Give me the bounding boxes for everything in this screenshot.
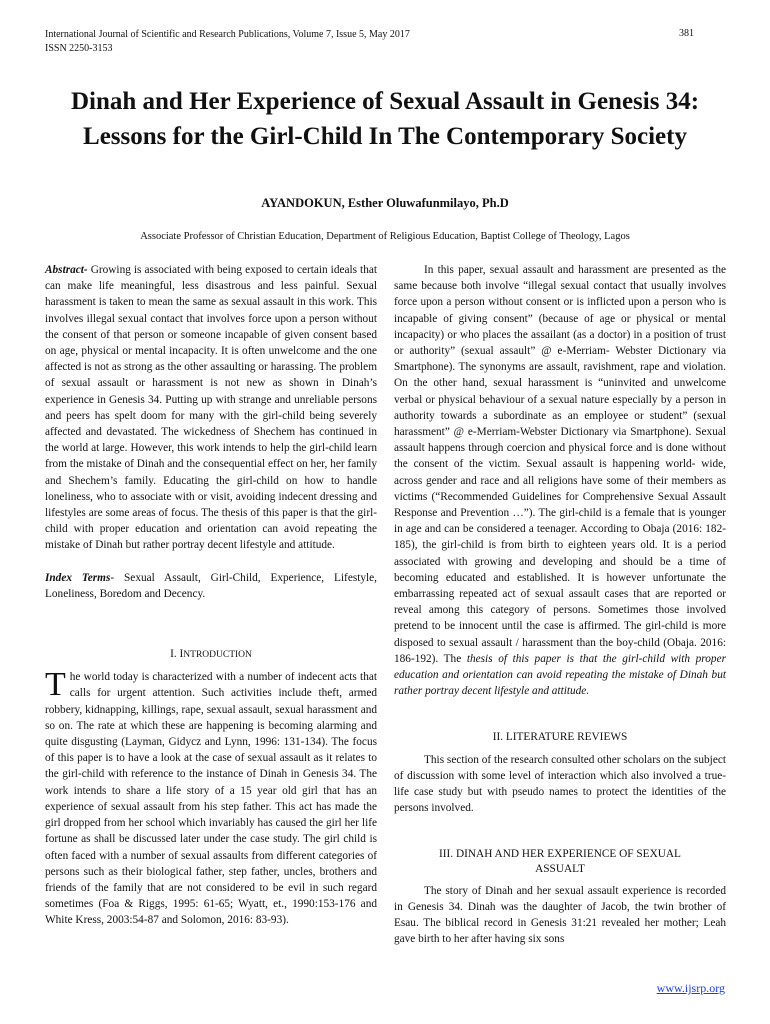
running-header [45,28,410,56]
section3-paragraph: The story of Dinah and her sexual assault experience is recorded in Genesis 34. Dinah was the daughter of Jacob, the twin brother of Esau. The biblical record in Genesis 31:21 revealed her mother; Leah gave birth to her after having six sons [394,884,726,946]
index-terms-text: - Sexual Assault, Girl-Child, Experience, Lifestyle, Loneliness, Boredom and Decency. [45,571,377,600]
intro-continued-paragraph [394,262,726,699]
index-terms-label: Index Terms [45,571,111,584]
literature-paragraph: This section of the research consulted other scholars on the subject of discussion with some level of interaction which also involved a true-life case study but with pseudo names to protect the identities of the persons involved. [394,753,726,815]
author-name: AYANDOKUN, Esther Oluwafunmilayo, Ph.D [261,196,509,210]
abstract-label: Abstract- [45,264,88,276]
section3-heading: III. DINAH AND HER EXPERIENCE OF SEXUAL ASSUALT [439,847,681,875]
introduction-paragraph [45,666,377,928]
journal-website-link[interactable]: www.ijsrp.org [656,981,725,995]
introduction-heading: I. INTRODUCTION [170,648,252,661]
drop-cap: T [45,666,66,704]
index-terms-paragraph [45,570,377,602]
thesis-statement: thesis of this paper is that the girl-child with proper education and orientation can avoid repeating the mistake of Dinah but rather portray decent lifestyle and attitude. [394,652,726,698]
issn: ISSN 2250-3153 [45,43,113,54]
left-column [45,262,377,929]
literature-heading: II. LITERATURE REVIEWS [492,731,628,744]
introduction-text: he world today is characterized with a number of indecent acts that calls for urgent attention. Such activities include theft, armed robbery, kidnapping, killings, rape, sexual assault, sexual harassment and so on. The rate at which these are happening is becoming alarming and quite disgusting (Layman, Gidycz and Lynn, 1996: 131-134). The focus of this paper is to have a look at the case of sexual assault as it relates to the girl-child with reference to the instance of Dinah in Genesis 34. The work intends to share a life story of a 15 year old girl that has an experience of sexual assault from his step father. This act has made the girl dropped from her school which invariably has caused the girl her life fortune as shall be discussed later under the case study. The girl child is often faced with a number of sexual assaults from different categories of persons such as their biological father, step father, uncles, brothers and friends of the family that are not considered to be evil in such regard sometimes (Foa & Riggs, 1995: 61-65; Wyatt, et., 1990:153-176 and White Kress, 2003:54-87 and Solomon, 2016: 83-93). [45,671,377,927]
journal-citation: International Journal of Scientific and Research Publications, Volume 7, Issue 5, May 2017 [45,29,410,40]
intro-continued-text: In this paper, sexual assault and harassment are presented as the same because both involve “illegal sexual contact that usually involves force upon a person without consent or is inflicted upon a person who is incapable of giving consent” (because of age or physical or mental incapacity) or who places the assailant (as a doctor) in a position of trust or authority” (sexual assault” @ e-Merriam- Webster Dictionary via Smartphone). The synonyms are assault, ravishment, rape and violation. On the other hand, sexual harassment is “uninvited and unwelcome verbal or physical behaviour of a sexual nature especially by a person in authority towards a subordinate as an employee or student” (sexual harassment” @ e-Merriam-Webster Dictionary via Smartphone). Sexual assault happens through coercion and physical force and is done without the consent of the victim. Sexual assault is happening world- wide, across gender and race and all religions have some of their members as victims (“Recommended Guidelines for Comprehensive Sexual Assault Response and Prevention …”). The girl-child is a female that is younger in age and can be considered a teenager. According to Obaja (2016: 182-185), the girl-child is from birth to eighteen years old. It is a period associated with growing and developing and should be a time of becoming educated and established. It is however unfortunate the embarrassing repeated act of sexual assault cases that are reported or reveal among this category of persons. Sometimes those involved pretend to be innocent until the case is affirmed. The girl-child is more disposed to sexual assault / harassment than the boy-child (Obaja. 2016: 186-192). The [394,264,726,665]
page-number: 381 [679,28,694,39]
abstract-text: Growing is associated with being exposed to certain ideals that can make life meaningful, less disastrous and less painful. Sexual harassment is taken to mean the same as sexual assault in this work. This involves illegal sexual contact that involves force upon a person without the consent of that person or someone incapable of given consent based on age, physical or mental incapacity. It is often unwelcome and the one affected is not as strong as the other assaulting or harassing. The problem of sexual assault or harassment is not new as shown in Dinah’s experience in Genesis 34. Putting up with strange and unreliable persons and peers has spelt doom for many with the girl-child being severely affected and devastated. The wickedness of Shechem has continued in the world at large. However, this work intends to help the girl-child learn from the mistake of Dinah and the consequential effect on her, her family and Shechem’s family. Educating the girl-child on how to handle loneliness, who to associate with or visit, avoiding indecent dressing and lifestyles are some areas of focus. The thesis of this paper is that the girl-child with proper education and orientation can avoid repeating the mistake of Dinah but rather portray decent lifestyle and attitude. [45,264,377,552]
abstract-paragraph [45,262,377,554]
author-affiliation: Associate Professor of Christian Education, Department of Religious Education, Baptist College of Theology, Lagos [140,231,630,242]
right-column [394,262,726,947]
paper-title: Dinah and Her Experience of Sexual Assault in Genesis 34: Lessons for the Girl-Child In The Contemporary Society [70,88,700,150]
